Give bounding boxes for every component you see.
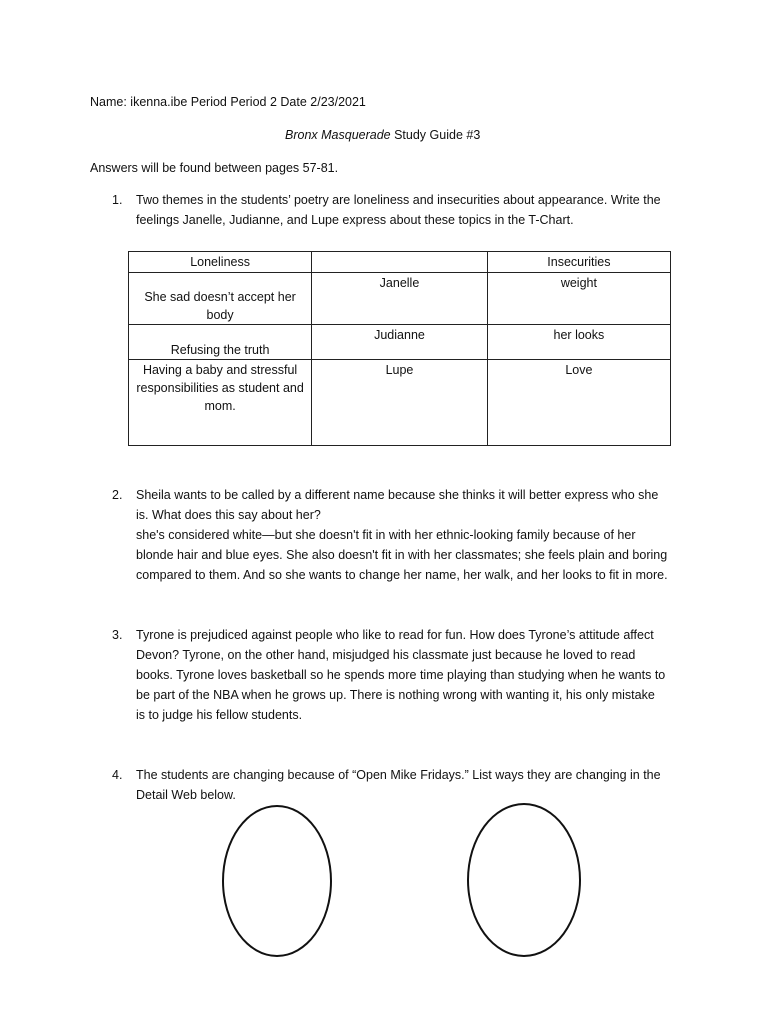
question-line: Sheila wants to be called by a different name because she thinks it will better express who she [136,488,659,502]
cell-loneliness-janelle: She sad doesn’t accept her body [129,273,312,325]
cell-insecurities-judianne: her looks [487,325,670,360]
cell-name-janelle: Janelle [312,273,488,325]
header-insecurities: Insecurities [487,252,670,273]
question-3 [112,625,692,725]
question-line: feelings Janelle, Judianne, and Lupe express about these topics in the T-Chart. [136,213,574,227]
question-line: Two themes in the students’ poetry are loneliness and insecurities about appearance. Write the [136,193,661,207]
answer-line: Devon? Tyrone, on the other hand, misjudged his classmate just because he loved to read [136,648,636,662]
cell-name-lupe: Lupe [312,360,488,446]
cell-loneliness-lupe: Having a baby and stressful responsibilities as student and mom. [129,360,312,446]
question-2 [112,485,692,585]
t-chart [128,251,671,446]
question-line: is. What does this say about her? [136,508,321,522]
answer-line: she's considered white—but she doesn't fit in with her ethnic-looking family because of her [136,528,636,542]
answer-line: is to judge his fellow students. [136,708,303,722]
question-text [136,625,696,725]
question-line: Tyrone is prejudiced against people who like to read for fun. How does Tyrone’s attitude affect [136,628,654,642]
answer-line: blonde hair and blue eyes. She also doesn't fit in with her classmates; she feels plain and boring [136,548,668,562]
question-number: 4. [112,768,123,782]
question-number: 2. [112,488,123,502]
question-1 [112,190,692,230]
header-blank [312,252,488,273]
page-title [285,125,480,145]
answer-line: compared to them. And so she wants to change her name, her walk, and her looks to fit in more. [136,568,668,582]
question-number: 1. [112,193,123,207]
book-title: Bronx Masquerade [285,128,391,142]
cell-loneliness-judianne: Refusing the truth [129,325,312,360]
question-4 [112,765,692,805]
title-suffix: Study Guide #3 [390,128,481,142]
question-line: Detail Web below. [136,788,236,802]
cell-insecurities-janelle: weight [487,273,670,325]
header-loneliness: Loneliness [129,252,312,273]
question-text [136,765,696,805]
cell-name-judianne: Judianne [312,325,488,360]
pages-note: Answers will be found between pages 57-81. [90,161,339,175]
question-number: 3. [112,628,123,642]
detail-web-circle-left [222,805,332,957]
answer-line: books. Tyrone loves basketball so he spends more time playing than studying when he wants to [136,668,666,682]
cell-insecurities-lupe: Love [487,360,670,446]
question-text [136,190,696,230]
question-text [136,485,696,585]
question-line: The students are changing because of “Open Mike Fridays.” List ways they are changing in the [136,768,661,782]
answer-line: be part of the NBA when he grows up. There is nothing wrong with wanting it, his only mistake [136,688,655,702]
name-line: Name: ikenna.ibe Period Period 2 Date 2/23/2021 [90,95,366,109]
detail-web-circle-right [467,803,581,957]
